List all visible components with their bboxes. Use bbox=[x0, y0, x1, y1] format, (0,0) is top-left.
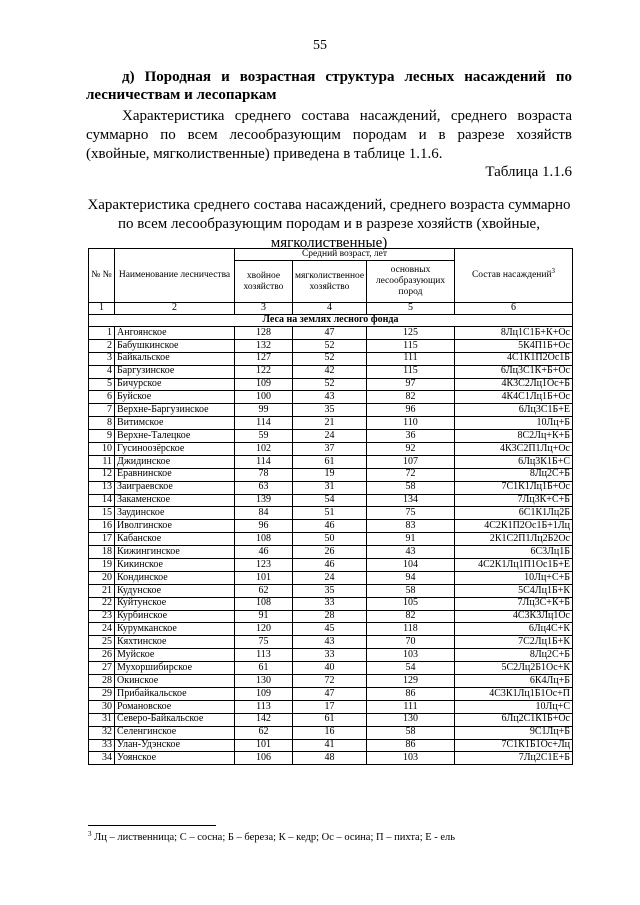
age-main-species: 110 bbox=[367, 417, 455, 430]
age-main-species: 58 bbox=[367, 726, 455, 739]
age-softwood: 35 bbox=[293, 584, 367, 597]
footnote-mark: 3 bbox=[551, 267, 556, 275]
age-conifer: 91 bbox=[235, 610, 293, 623]
age-main-species: 43 bbox=[367, 546, 455, 559]
species-composition: 7Лц3С+К+Б bbox=[455, 597, 573, 610]
forestry-name: Бичурское bbox=[115, 378, 235, 391]
species-composition: 4С2К1П2Ос1Б+1Лц bbox=[455, 520, 573, 533]
forestry-name: Иволгинское bbox=[115, 520, 235, 533]
age-conifer: 101 bbox=[235, 571, 293, 584]
table-row bbox=[89, 494, 573, 507]
table-row bbox=[89, 713, 573, 726]
age-softwood: 54 bbox=[293, 494, 367, 507]
table-row bbox=[89, 455, 573, 468]
age-main-species: 115 bbox=[367, 339, 455, 352]
age-main-species: 125 bbox=[367, 327, 455, 340]
table-row bbox=[89, 339, 573, 352]
age-main-species: 97 bbox=[367, 378, 455, 391]
table-row bbox=[89, 417, 573, 430]
species-composition: 7С1К1Б1Ос+Лц bbox=[455, 739, 573, 752]
species-composition: 6С1К1Лц2Б bbox=[455, 507, 573, 520]
header-composition bbox=[455, 249, 573, 303]
age-conifer: 99 bbox=[235, 404, 293, 417]
age-conifer: 139 bbox=[235, 494, 293, 507]
age-conifer: 122 bbox=[235, 365, 293, 378]
age-softwood: 24 bbox=[293, 430, 367, 443]
footnote-divider bbox=[88, 825, 216, 826]
age-conifer: 59 bbox=[235, 430, 293, 443]
age-conifer: 62 bbox=[235, 726, 293, 739]
header-number: № № bbox=[89, 249, 115, 303]
table-row bbox=[89, 404, 573, 417]
age-conifer: 101 bbox=[235, 739, 293, 752]
header-conifer: хвойное хозяйство bbox=[235, 261, 293, 303]
age-conifer: 109 bbox=[235, 687, 293, 700]
age-main-species: 94 bbox=[367, 571, 455, 584]
forestry-name: Заиграевское bbox=[115, 481, 235, 494]
row-number: 6 bbox=[89, 391, 115, 404]
row-number: 21 bbox=[89, 584, 115, 597]
species-composition: 6Лц3С1К+Б+Ос bbox=[455, 365, 573, 378]
age-conifer: 102 bbox=[235, 443, 293, 456]
row-number: 18 bbox=[89, 546, 115, 559]
column-number: 3 bbox=[235, 303, 293, 315]
forestry-name: Северо-Байкальское bbox=[115, 713, 235, 726]
species-composition: 10Лц+С bbox=[455, 700, 573, 713]
header-average-age: Средний возраст, лет bbox=[235, 249, 455, 261]
age-conifer: 75 bbox=[235, 636, 293, 649]
age-softwood: 52 bbox=[293, 352, 367, 365]
age-softwood: 45 bbox=[293, 623, 367, 636]
age-softwood: 47 bbox=[293, 687, 367, 700]
row-number: 17 bbox=[89, 533, 115, 546]
forestry-name: Буйское bbox=[115, 391, 235, 404]
column-number: 1 bbox=[89, 303, 115, 315]
intro-paragraph: Характеристика среднего состава насаждений, среднего возраста суммарно по всем лесообразующим породам и в разрезе хозяйств (хвойные, мягколиственные) приведена в таблице 1.1.6. bbox=[86, 108, 572, 162]
age-softwood: 33 bbox=[293, 649, 367, 662]
species-composition: 6Лц3К1Б+С bbox=[455, 455, 573, 468]
column-number-row bbox=[89, 303, 573, 315]
row-number: 8 bbox=[89, 417, 115, 430]
age-softwood: 41 bbox=[293, 739, 367, 752]
forestry-name: Муйское bbox=[115, 649, 235, 662]
age-main-species: 54 bbox=[367, 662, 455, 675]
forestry-name: Окинское bbox=[115, 675, 235, 688]
row-number: 32 bbox=[89, 726, 115, 739]
age-conifer: 127 bbox=[235, 352, 293, 365]
forestry-name: Романовское bbox=[115, 700, 235, 713]
table-row bbox=[89, 571, 573, 584]
species-composition: 7Лц2С1Е+Б bbox=[455, 752, 573, 765]
forestry-name: Кудунское bbox=[115, 584, 235, 597]
age-main-species: 115 bbox=[367, 365, 455, 378]
species-composition: 5К4П1Б+Ос bbox=[455, 339, 573, 352]
table-row bbox=[89, 623, 573, 636]
species-composition: 7Лц3К+С+Б bbox=[455, 494, 573, 507]
species-composition: 6Лц4С+К bbox=[455, 623, 573, 636]
age-softwood: 37 bbox=[293, 443, 367, 456]
age-conifer: 96 bbox=[235, 520, 293, 533]
species-composition: 4С3К3Лц1Ос bbox=[455, 610, 573, 623]
table-row bbox=[89, 327, 573, 340]
header-name: Наименование лесничества bbox=[115, 249, 235, 303]
forestry-name: Джидинское bbox=[115, 455, 235, 468]
age-softwood: 42 bbox=[293, 365, 367, 378]
age-main-species: 58 bbox=[367, 481, 455, 494]
age-softwood: 47 bbox=[293, 327, 367, 340]
age-main-species: 82 bbox=[367, 391, 455, 404]
age-conifer: 63 bbox=[235, 481, 293, 494]
age-main-species: 118 bbox=[367, 623, 455, 636]
forestry-name: Кондинское bbox=[115, 571, 235, 584]
row-number: 34 bbox=[89, 752, 115, 765]
table-row bbox=[89, 365, 573, 378]
table-row bbox=[89, 584, 573, 597]
row-number: 20 bbox=[89, 571, 115, 584]
species-composition: 2К1С2П1Лц2Б2Ос bbox=[455, 533, 573, 546]
species-composition: 9С1Лц+Б bbox=[455, 726, 573, 739]
forestry-name: Витимское bbox=[115, 417, 235, 430]
age-conifer: 109 bbox=[235, 378, 293, 391]
row-number: 30 bbox=[89, 700, 115, 713]
species-composition: 8С2Лц+К+Б bbox=[455, 430, 573, 443]
species-composition: 5С2Лц2Б1Ос+К bbox=[455, 662, 573, 675]
forestry-name: Верхне-Баргузинское bbox=[115, 404, 235, 417]
age-conifer: 108 bbox=[235, 597, 293, 610]
footnote bbox=[88, 832, 572, 843]
table-row bbox=[89, 533, 573, 546]
age-conifer: 62 bbox=[235, 584, 293, 597]
table-row bbox=[89, 507, 573, 520]
species-composition: 8Лц1С1Б+К+Ос bbox=[455, 327, 573, 340]
age-conifer: 113 bbox=[235, 700, 293, 713]
row-number: 22 bbox=[89, 597, 115, 610]
age-softwood: 19 bbox=[293, 468, 367, 481]
row-number: 27 bbox=[89, 662, 115, 675]
row-number: 26 bbox=[89, 649, 115, 662]
species-composition: 8Лц2С+Б bbox=[455, 468, 573, 481]
row-number: 28 bbox=[89, 675, 115, 688]
age-conifer: 78 bbox=[235, 468, 293, 481]
forestry-name: Мухоршибирское bbox=[115, 662, 235, 675]
page-number: 55 bbox=[313, 38, 327, 53]
age-softwood: 51 bbox=[293, 507, 367, 520]
age-softwood: 72 bbox=[293, 675, 367, 688]
table-row bbox=[89, 610, 573, 623]
age-conifer: 61 bbox=[235, 662, 293, 675]
age-softwood: 46 bbox=[293, 520, 367, 533]
row-number: 13 bbox=[89, 481, 115, 494]
age-softwood: 26 bbox=[293, 546, 367, 559]
forestry-name: Закаменское bbox=[115, 494, 235, 507]
age-conifer: 142 bbox=[235, 713, 293, 726]
age-main-species: 92 bbox=[367, 443, 455, 456]
table-row bbox=[89, 430, 573, 443]
table-row bbox=[89, 520, 573, 533]
table-row bbox=[89, 675, 573, 688]
table-row bbox=[89, 352, 573, 365]
row-number: 33 bbox=[89, 739, 115, 752]
section-heading: д) Породная и возрастная структура лесных насаждений по лесничествам и лесопаркам bbox=[86, 69, 572, 103]
species-composition: 6Лц3С1Б+Е bbox=[455, 404, 573, 417]
table-row bbox=[89, 726, 573, 739]
age-main-species: 103 bbox=[367, 752, 455, 765]
age-softwood: 61 bbox=[293, 455, 367, 468]
row-number: 19 bbox=[89, 559, 115, 572]
table-row bbox=[89, 546, 573, 559]
age-softwood: 61 bbox=[293, 713, 367, 726]
row-number: 29 bbox=[89, 687, 115, 700]
row-number: 14 bbox=[89, 494, 115, 507]
age-main-species: 104 bbox=[367, 559, 455, 572]
table-row bbox=[89, 662, 573, 675]
age-main-species: 96 bbox=[367, 404, 455, 417]
column-number: 5 bbox=[367, 303, 455, 315]
age-conifer: 132 bbox=[235, 339, 293, 352]
row-number: 12 bbox=[89, 468, 115, 481]
row-number: 3 bbox=[89, 352, 115, 365]
forestry-name: Еравнинское bbox=[115, 468, 235, 481]
table-row bbox=[89, 443, 573, 456]
species-composition: 5С4Лц1Б+К bbox=[455, 584, 573, 597]
age-softwood: 40 bbox=[293, 662, 367, 675]
forestry-name: Кикинское bbox=[115, 559, 235, 572]
table-row bbox=[89, 378, 573, 391]
row-number: 23 bbox=[89, 610, 115, 623]
forestry-name: Кабанское bbox=[115, 533, 235, 546]
age-softwood: 31 bbox=[293, 481, 367, 494]
age-main-species: 86 bbox=[367, 739, 455, 752]
species-composition: 10Лц+С+Б bbox=[455, 571, 573, 584]
age-softwood: 28 bbox=[293, 610, 367, 623]
header-softwood: мягколиственное хозяйство bbox=[293, 261, 367, 303]
age-conifer: 46 bbox=[235, 546, 293, 559]
table-label: Таблица 1.1.6 bbox=[485, 164, 572, 180]
table-row bbox=[89, 468, 573, 481]
forestry-name: Баргузинское bbox=[115, 365, 235, 378]
age-conifer: 120 bbox=[235, 623, 293, 636]
header-composition-label: Состав насаждений bbox=[471, 270, 552, 280]
forestry-name: Заудинское bbox=[115, 507, 235, 520]
species-composition: 6С3Лц1Б bbox=[455, 546, 573, 559]
row-number: 24 bbox=[89, 623, 115, 636]
species-composition: 4С2К1Лц1П1Ос1Б+Е bbox=[455, 559, 573, 572]
age-main-species: 75 bbox=[367, 507, 455, 520]
row-number: 9 bbox=[89, 430, 115, 443]
column-number: 4 bbox=[293, 303, 367, 315]
age-softwood: 46 bbox=[293, 559, 367, 572]
row-number: 15 bbox=[89, 507, 115, 520]
species-composition: 7С2Лц1Б+К bbox=[455, 636, 573, 649]
age-main-species: 91 bbox=[367, 533, 455, 546]
age-main-species: 83 bbox=[367, 520, 455, 533]
forestry-name: Байкальское bbox=[115, 352, 235, 365]
forestry-name: Кижингинское bbox=[115, 546, 235, 559]
row-number: 1 bbox=[89, 327, 115, 340]
age-conifer: 100 bbox=[235, 391, 293, 404]
age-softwood: 21 bbox=[293, 417, 367, 430]
age-main-species: 107 bbox=[367, 455, 455, 468]
column-number: 6 bbox=[455, 303, 573, 315]
forestry-name: Курбинское bbox=[115, 610, 235, 623]
row-number: 4 bbox=[89, 365, 115, 378]
species-composition: 7С1К1Лц1Б+Ос bbox=[455, 481, 573, 494]
table-row bbox=[89, 481, 573, 494]
age-softwood: 50 bbox=[293, 533, 367, 546]
age-main-species: 103 bbox=[367, 649, 455, 662]
age-main-species: 134 bbox=[367, 494, 455, 507]
species-composition: 4К3С2П1Лц+Ос bbox=[455, 443, 573, 456]
age-main-species: 130 bbox=[367, 713, 455, 726]
forestry-name: Гусиноозёрское bbox=[115, 443, 235, 456]
row-number: 7 bbox=[89, 404, 115, 417]
species-composition: 4К3С2Лц1Ос+Б bbox=[455, 378, 573, 391]
table-row bbox=[89, 687, 573, 700]
forestry-name: Кяхтинское bbox=[115, 636, 235, 649]
age-main-species: 36 bbox=[367, 430, 455, 443]
species-composition: 6Лц2С1К1Б+Ос bbox=[455, 713, 573, 726]
species-composition: 4С3К1Лц1Б1Ос+П bbox=[455, 687, 573, 700]
table-row bbox=[89, 559, 573, 572]
forestry-name: Бабушкинское bbox=[115, 339, 235, 352]
age-main-species: 86 bbox=[367, 687, 455, 700]
age-softwood: 43 bbox=[293, 391, 367, 404]
table-row bbox=[89, 636, 573, 649]
forestry-name: Ангоянское bbox=[115, 327, 235, 340]
column-number: 2 bbox=[115, 303, 235, 315]
table-row bbox=[89, 649, 573, 662]
age-main-species: 129 bbox=[367, 675, 455, 688]
species-composition: 4К4С1Лц1Б+Ос bbox=[455, 391, 573, 404]
table-row bbox=[89, 739, 573, 752]
row-number: 16 bbox=[89, 520, 115, 533]
age-softwood: 17 bbox=[293, 700, 367, 713]
forestry-name: Курумканское bbox=[115, 623, 235, 636]
age-softwood: 24 bbox=[293, 571, 367, 584]
forestry-name: Уоянское bbox=[115, 752, 235, 765]
age-main-species: 72 bbox=[367, 468, 455, 481]
species-composition: 10Лц+Б bbox=[455, 417, 573, 430]
footnote-number: 3 bbox=[88, 830, 92, 838]
age-main-species: 111 bbox=[367, 352, 455, 365]
age-conifer: 123 bbox=[235, 559, 293, 572]
age-conifer: 113 bbox=[235, 649, 293, 662]
row-number: 2 bbox=[89, 339, 115, 352]
age-conifer: 114 bbox=[235, 455, 293, 468]
species-composition: 6К4Лц+Б bbox=[455, 675, 573, 688]
age-main-species: 105 bbox=[367, 597, 455, 610]
row-number: 10 bbox=[89, 443, 115, 456]
row-number: 11 bbox=[89, 455, 115, 468]
forest-composition-table bbox=[88, 248, 573, 765]
age-conifer: 84 bbox=[235, 507, 293, 520]
row-number: 31 bbox=[89, 713, 115, 726]
age-main-species: 111 bbox=[367, 700, 455, 713]
forestry-name: Прибайкальское bbox=[115, 687, 235, 700]
forestry-name: Куйтунское bbox=[115, 597, 235, 610]
age-conifer: 128 bbox=[235, 327, 293, 340]
table-row bbox=[89, 700, 573, 713]
age-softwood: 43 bbox=[293, 636, 367, 649]
age-main-species: 70 bbox=[367, 636, 455, 649]
forestry-name: Селенгинское bbox=[115, 726, 235, 739]
forestry-name: Верхне-Талецкое bbox=[115, 430, 235, 443]
species-composition: 8Лц2С+Б bbox=[455, 649, 573, 662]
age-conifer: 114 bbox=[235, 417, 293, 430]
footnote-text: Лц – лиственница; С – сосна; Б – береза; К – кедр; Ос – осина; П – пихта; Е - ель bbox=[91, 832, 456, 843]
table-caption: Характеристика среднего состава насаждений, среднего возраста суммарно по всем лесообразующим породам и в разрезе хозяйств (хвойные, мягколиственные) bbox=[87, 197, 571, 251]
age-softwood: 35 bbox=[293, 404, 367, 417]
age-conifer: 130 bbox=[235, 675, 293, 688]
table-row bbox=[89, 752, 573, 765]
age-conifer: 108 bbox=[235, 533, 293, 546]
row-number: 5 bbox=[89, 378, 115, 391]
row-number: 25 bbox=[89, 636, 115, 649]
age-softwood: 48 bbox=[293, 752, 367, 765]
age-conifer: 106 bbox=[235, 752, 293, 765]
species-composition: 4С1К1П2Ос1Б bbox=[455, 352, 573, 365]
age-softwood: 52 bbox=[293, 378, 367, 391]
age-main-species: 58 bbox=[367, 584, 455, 597]
table-row bbox=[89, 391, 573, 404]
age-softwood: 52 bbox=[293, 339, 367, 352]
header-main-species: основных лесообразующих пород bbox=[367, 261, 455, 303]
group-title: Леса на землях лесного фонда bbox=[89, 315, 573, 327]
table-row bbox=[89, 597, 573, 610]
age-softwood: 33 bbox=[293, 597, 367, 610]
age-main-species: 82 bbox=[367, 610, 455, 623]
age-softwood: 16 bbox=[293, 726, 367, 739]
forestry-name: Улан-Удэнское bbox=[115, 739, 235, 752]
